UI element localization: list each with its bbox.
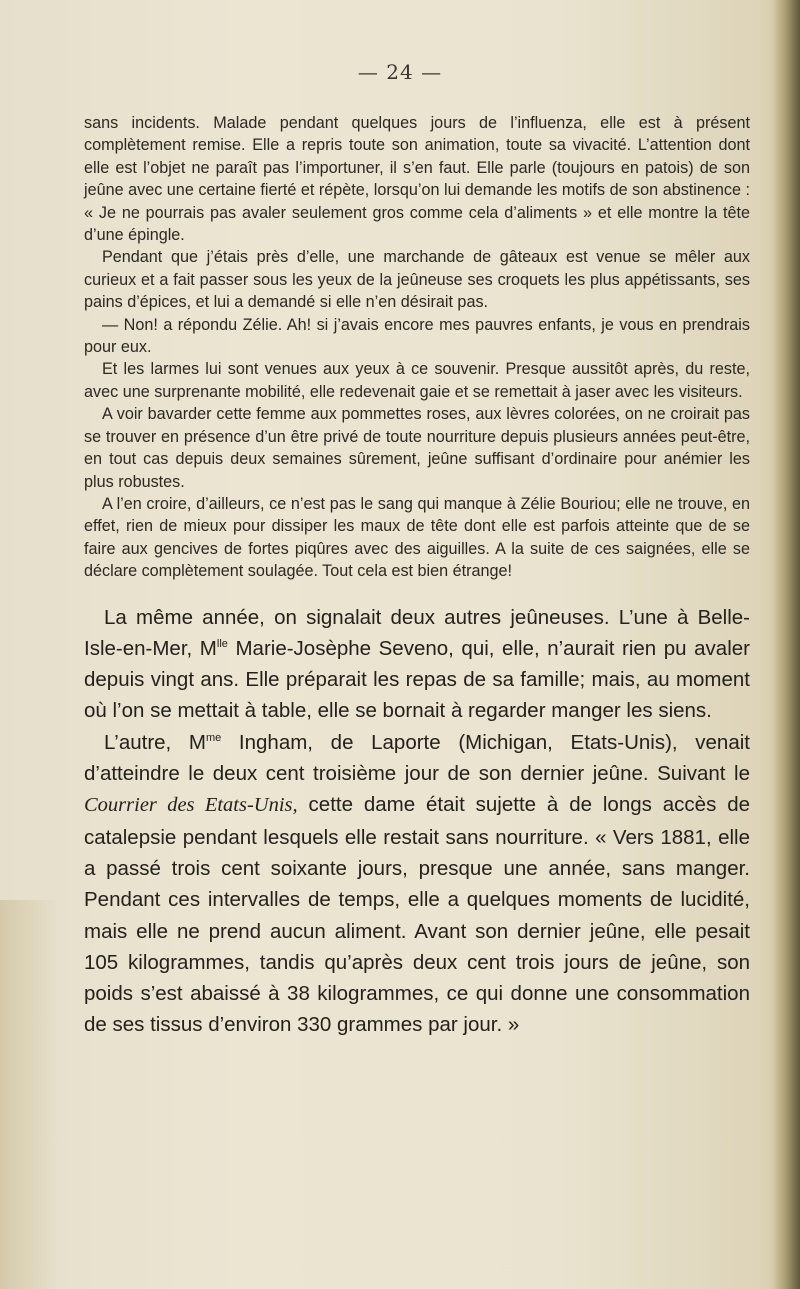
p8-text-b: Ingham, de Laporte (Michigan, Etats-Unis), venait d’atteindre le deux cent troisième jour de son dernier jeûne. Suivant le	[84, 730, 750, 786]
paragraph-6: A l’en croire, d’ailleurs, ce n’est pas le sang qui manque à Zélie Bouriou; elle ne trouve, en effet, rien de mieux pour dissiper les maux de tête dont elle est parfois atteinte que de se faire aux gencives de fortes piqûres avec des aiguilles. A la suite de ces saignées, elle se déclare complètement soulagée. Tout cela est bien étrange!	[84, 494, 750, 581]
paragraph-2: Pendant que j’étais près d’elle, une marchande de gâteaux est venue se mêler aux curieux et a fait passer sous les yeux de la jeûneuse ses croquets les plus appétissants, ses pains d’épices, et lui a demandé si elle n’en désirait pas.	[84, 248, 750, 312]
p7-sup: lle	[216, 637, 228, 650]
page-edge-shadow	[772, 0, 800, 1289]
paragraph-5: A voir bavarder cette femme aux pommettes roses, aux lèvres colorées, on ne croirait pas se trouver en présence d’un être privé de toute nourriture depuis plusieurs années peut-être, en tout cas depuis deux semaines sûrement, jeûne suffisant d’ordinaire pour anémier les plus robustes.	[84, 405, 750, 491]
p8-italic-title: Courrier des Etats-Unis,	[84, 794, 298, 817]
small-print-section	[84, 112, 750, 583]
p8-text-c: cette dame était sujette à de longs accès de catalepsie pendant lesquels elle restait sans nourriture. « Vers 1881, elle a passé trois cent soixante jours, presque une année, sans manger. Pendant ces intervalles de temps, elle a quelques moments de lucidité, mais elle ne prend aucun aliment. Avant son dernier jeûne, elle pesait 105 kilogrammes, tandis qu’après deux cent trois jours de jeûne, son poids s’est abaissé à 38 kilogrammes, ce qui donne une consommation de ses tissus d’environ 330 grammes par jour. »	[84, 793, 750, 1037]
paragraph-8	[84, 727, 750, 1041]
paper-stain	[0, 900, 60, 1289]
text-body	[84, 112, 750, 1041]
paragraph-7	[84, 602, 750, 727]
p8-sup: me	[205, 731, 222, 744]
page-number: — 24 —	[357, 60, 443, 84]
large-print-section	[84, 602, 750, 1041]
p8-text-a: L’autre, M	[104, 730, 206, 754]
p7-text-b: Marie-Josèphe Seveno, qui, elle, n’aurait rien pu avaler depuis vingt ans. Elle préparait les repas de sa famille; mais, au moment où l’on se mettait à table, elle se bornait à regarder manger les siens.	[84, 636, 750, 723]
paragraph-4: Et les larmes lui sont venues aux yeux à ce souvenir. Presque aussitôt après, du reste, avec une surprenante mobilité, elle redevenait gaie et se remettait à jaser avec les visiteurs.	[84, 360, 750, 401]
paragraph-3: — Non! a répondu Zélie. Ah! si j’avais encore mes pauvres enfants, je vous en prendrais pour eux.	[84, 315, 750, 357]
paragraph-1: sans incidents. Malade pendant quelques jours de l’influenza, elle est à présent complètement remise. Elle a repris toute son animation, toute sa vivacité. L’attention dont elle est l’objet ne paraît pas l’importuner, il s’en faut. Elle parle (toujours en patois) de son jeûne avec une certaine fierté et répète, lorsqu’on lui demande les motifs de son abstinence : « Je ne pourrais pas avaler seulement gros comme cela d’aliments » et elle montre la tête d’une épingle.	[84, 114, 750, 245]
p7-text-a: La même année, on signalait deux autres jeûneuses. L’une à Belle-Isle-en-Mer, M	[84, 605, 750, 660]
